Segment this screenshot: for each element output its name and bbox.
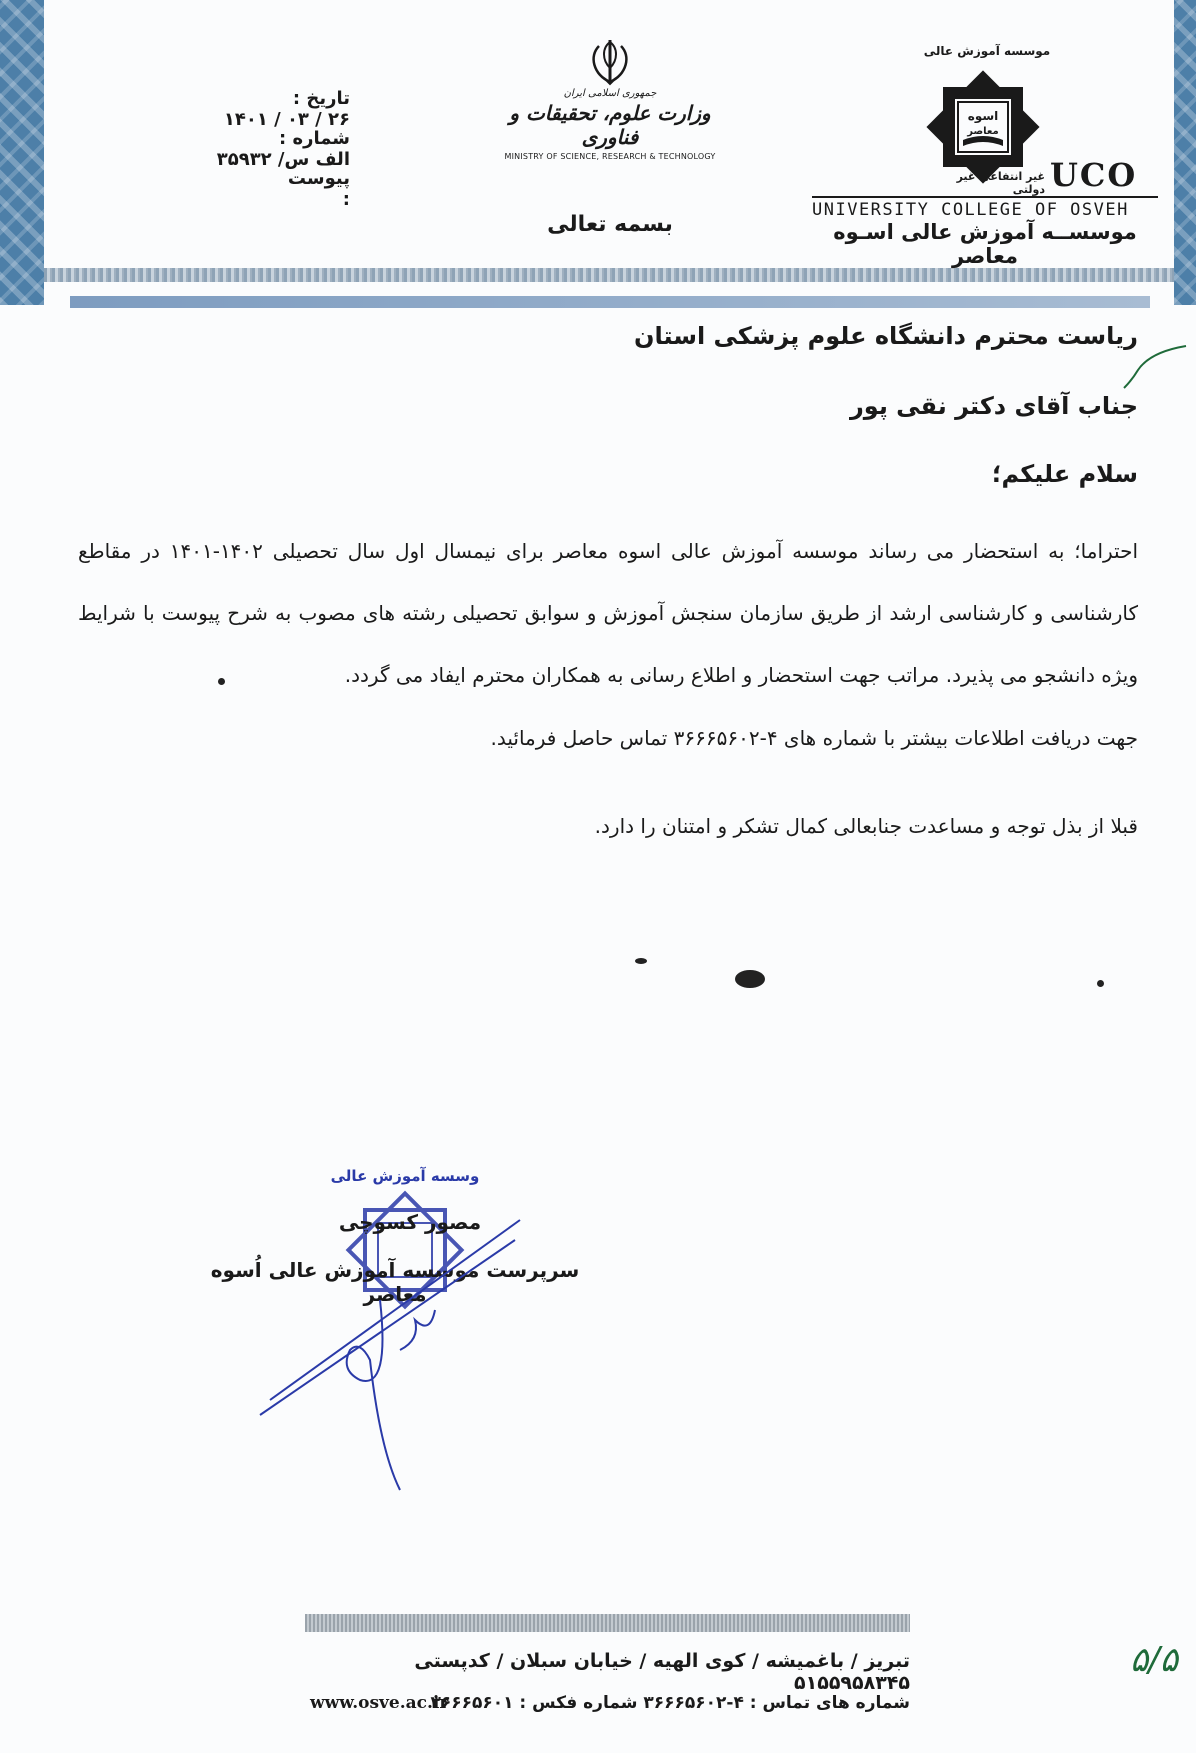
body-paragraph-3: قبلا از بذل توجه و مساعدت جنابعالی کمال تشکر و امتنان را دارد.	[594, 814, 1138, 838]
handwritten-signature-icon	[250, 1200, 530, 1520]
logo-nonprofit: غیر انتفاعی غیر دولتی	[956, 170, 1045, 196]
footer-contacts: شماره های تماس : ۴-۳۶۶۶۵۶۰۲ شماره فکس : ۳۶۶۶۵۶۰۱	[430, 1693, 910, 1713]
scan-speck	[735, 970, 765, 988]
margin-note: ۵/۵	[1130, 1640, 1178, 1680]
header-divider-bar	[70, 296, 1150, 308]
header-left-band	[0, 0, 44, 305]
ministry-name-fa: وزارت علوم، تحقیقات و فناوری	[509, 101, 711, 149]
date-row	[150, 88, 350, 128]
logo-abbr: UCO	[1050, 156, 1138, 194]
header-divider-strip	[44, 268, 1174, 282]
addressee-line: جناب آقای دکتر نقی پور	[849, 392, 1138, 420]
attachment-label: پیوست :	[287, 168, 350, 210]
number-value: ۳۵۹۳۲ /الف س	[216, 149, 350, 170]
number-row	[150, 128, 350, 168]
header-right-band	[1174, 0, 1196, 305]
iran-emblem-icon	[587, 38, 633, 86]
greeting-line: سلام علیکم؛	[991, 460, 1138, 488]
body-paragraph-2: جهت دریافت اطلاعات بیشتر با شماره های ۴-۳۶۶۶۵۶۰۲ تماس حاصل فرمائید.	[490, 726, 1138, 750]
ministry-emblem	[500, 38, 720, 161]
signatory-title: سرپرست موسسه آموزش عالی اُسوه معاصر	[210, 1258, 580, 1306]
badge-line2: معاصر	[967, 126, 999, 137]
attachment-row	[150, 168, 350, 208]
footer-divider	[305, 1614, 910, 1632]
badge-line1: اسوه	[967, 109, 999, 123]
scan-speck	[218, 678, 225, 685]
date-label: تاریخ :	[292, 88, 350, 109]
body-paragraph-1: احتراما؛ به استحضار می رساند موسسه آموزش عالی اسوه معاصر برای نیمسال اول سال تحصیلی ۱۴۰۲-۱۴۰۱ در مقاطع کارشناسی و کارشناسی ارشد از طریق سازمان سنجش آموزش و سوابق تحصیلی رشته های مصوب به شرح پیوست با شرایط ویژه دانشجو می پذیرد. مراتب جهت استحضار و اطلاع رسانی به همکاران محترم ایفاد می گردد.	[78, 539, 1139, 687]
scan-speck	[1097, 980, 1104, 987]
number-label: شماره :	[279, 128, 350, 149]
signatory-name: مصور کسوچی	[338, 1210, 482, 1234]
letter-meta	[150, 88, 350, 208]
recipient-line: ریاست محترم دانشگاه علوم پزشکی استان	[634, 322, 1138, 350]
footer-website: www.osve.ac.ir	[310, 1693, 449, 1713]
footer-address: تبریز / باغمیشه / کوی الهیه / خیابان سبلان / کدپستی ۵۱۵۵۹۵۸۳۴۵	[414, 1650, 910, 1694]
college-name-en: UNIVERSITY COLLEGE OF OSVEH	[812, 196, 1158, 220]
ministry-name-en: MINISTRY OF SCIENCE, RESEARCH & TECHNOLOGY	[504, 152, 716, 161]
stamp-caption: وسسه آموزش عالی	[330, 1167, 480, 1185]
scan-speck	[635, 958, 647, 964]
college-name-fa: موسســه آموزش عالی اسـوه معاصر	[833, 220, 1137, 268]
logo-top-caption: موسسه آموزش عالی	[923, 44, 1051, 58]
government-name: جمهوری اسلامی ایران	[563, 88, 657, 99]
date-value: ۱۴۰۱ / ۰۳ / ۲۶	[223, 109, 350, 130]
bismillah: بسمه تعالی	[547, 212, 673, 237]
